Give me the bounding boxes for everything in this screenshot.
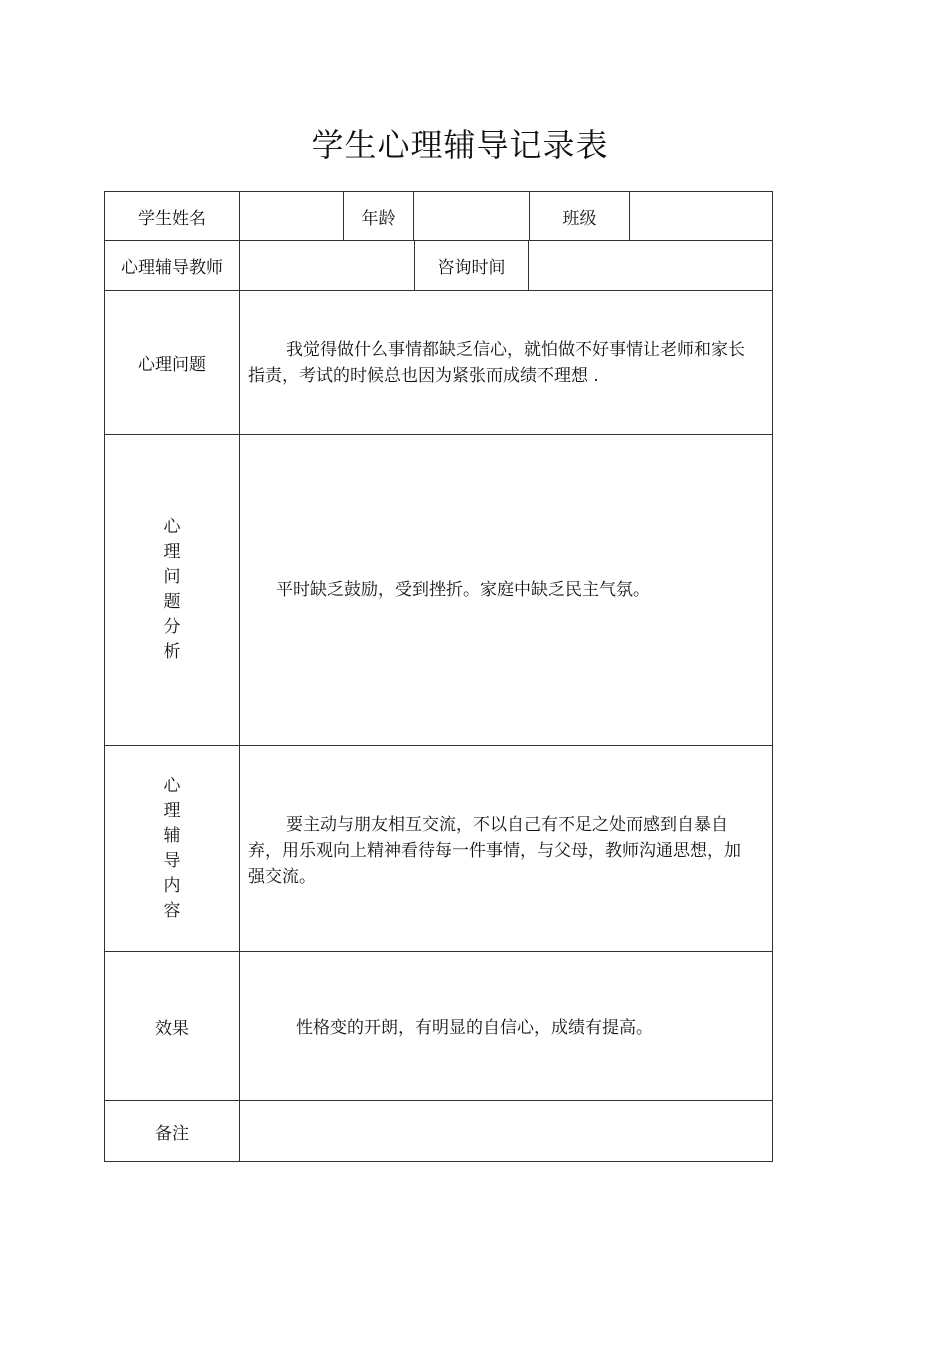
counseling-label-char: 内 xyxy=(163,875,181,896)
problem-label: 心理问题 xyxy=(138,355,206,375)
class-field[interactable] xyxy=(630,192,772,240)
counseling-label-char: 心 xyxy=(163,775,181,796)
student-name-label: 学生姓名 xyxy=(138,208,206,229)
remarks-label: 备注 xyxy=(155,1123,189,1144)
counseling-text[interactable]: 要主动与朋友相互交流，不以自己有不足之处而感到自暴自弃，用乐观向上精神看待每一件事情，与父母，教师沟通思想，加强交流。 xyxy=(248,815,741,887)
analysis-label-char: 问 xyxy=(163,567,181,587)
teacher-label: 心理辅导教师 xyxy=(121,258,223,278)
counseling-label-char: 容 xyxy=(163,900,181,921)
student-name-field[interactable] xyxy=(240,192,343,240)
effect-text[interactable]: 性格变的开朗，有明显的自信心，成绩有提高。 xyxy=(296,1018,653,1038)
counseling-label-char: 导 xyxy=(163,850,181,871)
counseling-label-char: 辅 xyxy=(163,825,181,846)
analysis-label-char: 分 xyxy=(163,617,181,637)
analysis-label-char: 析 xyxy=(163,642,181,662)
counseling-label-char: 理 xyxy=(163,800,181,821)
age-field[interactable] xyxy=(414,192,529,240)
consult-time-label: 咨询时间 xyxy=(437,258,506,278)
analysis-label xyxy=(105,435,239,745)
problem-text[interactable]: 我觉得做什么事情都缺乏信心，就怕做不好事情让老师和家长指责，考试的时候总也因为紧张而成绩不理想 . xyxy=(248,340,745,386)
analysis-label-char: 题 xyxy=(163,592,181,612)
page-title: 学生心理辅导记录表 xyxy=(311,126,609,164)
age-label: 年龄 xyxy=(361,208,396,229)
remarks-field[interactable] xyxy=(240,1101,772,1161)
teacher-field[interactable] xyxy=(240,241,414,290)
analysis-label-char: 心 xyxy=(163,517,181,537)
column-divider xyxy=(239,191,240,1162)
analysis-text[interactable]: 平时缺乏鼓励，受到挫折。家庭中缺乏民主气氛。 xyxy=(276,580,650,600)
table-border-right xyxy=(772,191,773,1162)
analysis-label-char: 理 xyxy=(163,542,181,562)
consult-time-field[interactable] xyxy=(529,241,772,290)
class-label: 班级 xyxy=(562,208,597,229)
effect-label: 效果 xyxy=(155,1018,189,1039)
counseling-label xyxy=(105,746,239,951)
table-border-bottom xyxy=(104,1161,773,1162)
